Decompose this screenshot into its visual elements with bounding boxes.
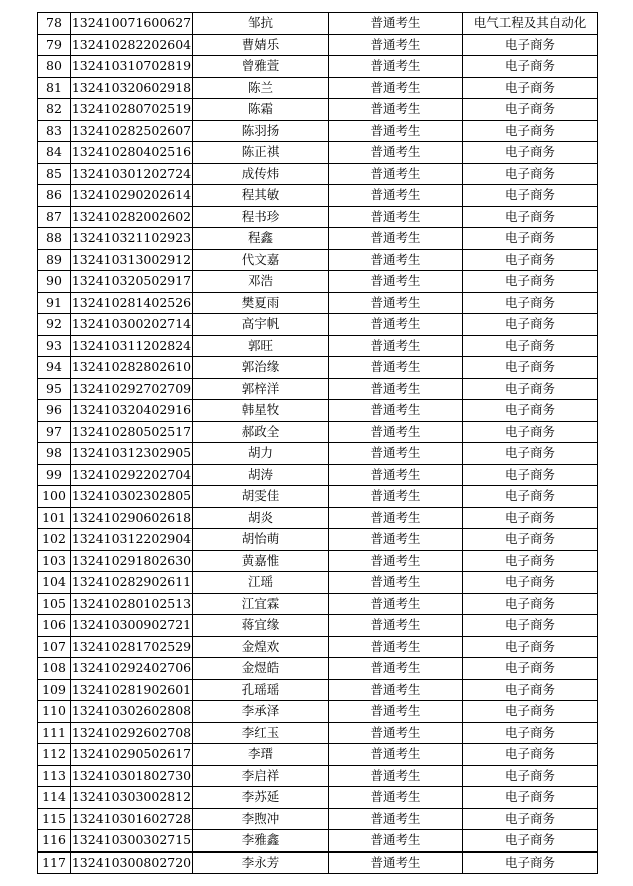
candidate-id-cell: 132410282502607 [71, 120, 193, 142]
major-cell: 电子商务 [463, 99, 598, 121]
table-row [38, 744, 598, 766]
candidate-id-cell: 132410292702709 [71, 378, 193, 400]
candidate-id-cell: 132410301202724 [71, 163, 193, 185]
major-cell: 电子商务 [463, 357, 598, 379]
major-cell: 电子商务 [463, 185, 598, 207]
candidate-type-cell: 普通考生 [329, 679, 463, 701]
major-cell: 电子商务 [463, 658, 598, 680]
candidate-name-cell: 程鑫 [193, 228, 329, 250]
row-number-cell: 101 [38, 507, 71, 529]
major-cell: 电子商务 [463, 486, 598, 508]
row-number-cell: 111 [38, 722, 71, 744]
row-number-cell: 92 [38, 314, 71, 336]
table-row [38, 228, 598, 250]
candidate-type-cell: 普通考生 [329, 228, 463, 250]
row-number-cell: 91 [38, 292, 71, 314]
candidate-name-cell: 李雅鑫 [193, 830, 329, 852]
candidate-type-cell: 普通考生 [329, 443, 463, 465]
major-cell: 电子商务 [463, 292, 598, 314]
candidate-type-cell: 普通考生 [329, 56, 463, 78]
candidate-id-cell: 132410282202604 [71, 34, 193, 56]
candidate-name-cell: 陈正祺 [193, 142, 329, 164]
table-row [38, 120, 598, 142]
candidate-name-cell: 高宇帆 [193, 314, 329, 336]
candidate-id-cell: 132410290202614 [71, 185, 193, 207]
major-cell: 电子商务 [463, 765, 598, 787]
candidate-id-cell: 132410281902601 [71, 679, 193, 701]
candidate-table-body [38, 13, 598, 874]
table-row [38, 722, 598, 744]
candidate-name-cell: 江瑶 [193, 572, 329, 594]
table-row [38, 13, 598, 35]
candidate-type-cell: 普通考生 [329, 378, 463, 400]
candidate-type-cell: 普通考生 [329, 185, 463, 207]
major-cell: 电子商务 [463, 593, 598, 615]
row-number-cell: 117 [38, 852, 71, 874]
candidate-name-cell: 陈霜 [193, 99, 329, 121]
row-number-cell: 113 [38, 765, 71, 787]
major-cell: 电子商务 [463, 249, 598, 271]
candidate-type-cell: 普通考生 [329, 572, 463, 594]
table-row [38, 99, 598, 121]
row-number-cell: 98 [38, 443, 71, 465]
row-number-cell: 79 [38, 34, 71, 56]
table-row [38, 400, 598, 422]
candidate-id-cell: 132410282002602 [71, 206, 193, 228]
row-number-cell: 89 [38, 249, 71, 271]
major-cell: 电子商务 [463, 744, 598, 766]
candidate-name-cell: 李煦冲 [193, 808, 329, 830]
candidate-name-cell: 金煜皓 [193, 658, 329, 680]
candidate-name-cell: 曹婧乐 [193, 34, 329, 56]
major-cell: 电子商务 [463, 701, 598, 723]
candidate-id-cell: 132410313002912 [71, 249, 193, 271]
candidate-name-cell: 李苏延 [193, 787, 329, 809]
candidate-id-cell: 132410312302905 [71, 443, 193, 465]
row-number-cell: 90 [38, 271, 71, 293]
candidate-id-cell: 132410291802630 [71, 550, 193, 572]
table-row [38, 77, 598, 99]
table-row [38, 464, 598, 486]
candidate-type-cell: 普通考生 [329, 292, 463, 314]
table-row [38, 378, 598, 400]
row-number-cell: 83 [38, 120, 71, 142]
candidate-type-cell: 普通考生 [329, 421, 463, 443]
row-number-cell: 108 [38, 658, 71, 680]
candidate-table [37, 12, 598, 874]
major-cell: 电子商务 [463, 808, 598, 830]
candidate-name-cell: 胡涛 [193, 464, 329, 486]
major-cell: 电子商务 [463, 529, 598, 551]
candidate-name-cell: 陈兰 [193, 77, 329, 99]
candidate-type-cell: 普通考生 [329, 163, 463, 185]
table-row [38, 249, 598, 271]
row-number-cell: 115 [38, 808, 71, 830]
candidate-type-cell: 普通考生 [329, 271, 463, 293]
row-number-cell: 88 [38, 228, 71, 250]
candidate-name-cell: 樊夏雨 [193, 292, 329, 314]
candidate-name-cell: 郭旺 [193, 335, 329, 357]
candidate-name-cell: 郭治缘 [193, 357, 329, 379]
candidate-type-cell: 普通考生 [329, 744, 463, 766]
candidate-id-cell: 132410301802730 [71, 765, 193, 787]
candidate-id-cell: 132410280402516 [71, 142, 193, 164]
candidate-type-cell: 普通考生 [329, 206, 463, 228]
candidate-name-cell: 李永芳 [193, 852, 329, 874]
candidate-id-cell: 132410292202704 [71, 464, 193, 486]
table-row [38, 529, 598, 551]
candidate-id-cell: 132410321102923 [71, 228, 193, 250]
candidate-name-cell: 郭梓洋 [193, 378, 329, 400]
candidate-id-cell: 132410282902611 [71, 572, 193, 594]
table-row [38, 314, 598, 336]
major-cell: 电子商务 [463, 464, 598, 486]
table-row [38, 34, 598, 56]
candidate-name-cell: 程其敏 [193, 185, 329, 207]
candidate-name-cell: 邓浩 [193, 271, 329, 293]
candidate-type-cell: 普通考生 [329, 34, 463, 56]
table-row [38, 550, 598, 572]
row-number-cell: 84 [38, 142, 71, 164]
candidate-type-cell: 普通考生 [329, 335, 463, 357]
candidate-id-cell: 132410280102513 [71, 593, 193, 615]
row-number-cell: 105 [38, 593, 71, 615]
row-number-cell: 94 [38, 357, 71, 379]
major-cell: 电子商务 [463, 335, 598, 357]
table-row [38, 830, 598, 852]
row-number-cell: 100 [38, 486, 71, 508]
major-cell: 电子商务 [463, 314, 598, 336]
candidate-type-cell: 普通考生 [329, 615, 463, 637]
candidate-type-cell: 普通考生 [329, 787, 463, 809]
candidate-name-cell: 胡炎 [193, 507, 329, 529]
major-cell: 电子商务 [463, 400, 598, 422]
table-row [38, 658, 598, 680]
major-cell: 电子商务 [463, 56, 598, 78]
candidate-name-cell: 李红玉 [193, 722, 329, 744]
candidate-id-cell: 132410302602808 [71, 701, 193, 723]
row-number-cell: 116 [38, 830, 71, 852]
row-number-cell: 95 [38, 378, 71, 400]
major-cell: 电子商务 [463, 787, 598, 809]
row-number-cell: 106 [38, 615, 71, 637]
row-number-cell: 81 [38, 77, 71, 99]
row-number-cell: 93 [38, 335, 71, 357]
candidate-id-cell: 132410312202904 [71, 529, 193, 551]
table-row [38, 507, 598, 529]
major-cell: 电子商务 [463, 271, 598, 293]
candidate-type-cell: 普通考生 [329, 357, 463, 379]
row-number-cell: 78 [38, 13, 71, 35]
candidate-id-cell: 132410300302715 [71, 830, 193, 852]
major-cell: 电子商务 [463, 206, 598, 228]
candidate-name-cell: 韩星牧 [193, 400, 329, 422]
major-cell: 电气工程及其自动化 [463, 13, 598, 35]
major-cell: 电子商务 [463, 77, 598, 99]
row-number-cell: 80 [38, 56, 71, 78]
candidate-id-cell: 132410300802720 [71, 852, 193, 874]
major-cell: 电子商务 [463, 722, 598, 744]
candidate-name-cell: 金煌欢 [193, 636, 329, 658]
row-number-cell: 104 [38, 572, 71, 594]
candidate-name-cell: 李启祥 [193, 765, 329, 787]
candidate-id-cell: 132410310702819 [71, 56, 193, 78]
row-number-cell: 103 [38, 550, 71, 572]
candidate-id-cell: 132410320602918 [71, 77, 193, 99]
candidate-name-cell: 黄嘉惟 [193, 550, 329, 572]
major-cell: 电子商务 [463, 120, 598, 142]
major-cell: 电子商务 [463, 550, 598, 572]
major-cell: 电子商务 [463, 572, 598, 594]
candidate-type-cell: 普通考生 [329, 507, 463, 529]
major-cell: 电子商务 [463, 679, 598, 701]
candidate-id-cell: 132410292602708 [71, 722, 193, 744]
candidate-id-cell: 132410290502617 [71, 744, 193, 766]
candidate-type-cell: 普通考生 [329, 701, 463, 723]
table-row [38, 185, 598, 207]
candidate-name-cell: 成传炜 [193, 163, 329, 185]
major-cell: 电子商务 [463, 421, 598, 443]
candidate-name-cell: 蒋宜缘 [193, 615, 329, 637]
candidate-type-cell: 普通考生 [329, 99, 463, 121]
candidate-id-cell: 132410320502917 [71, 271, 193, 293]
candidate-id-cell: 132410280502517 [71, 421, 193, 443]
candidate-name-cell: 曾雅萱 [193, 56, 329, 78]
candidate-type-cell: 普通考生 [329, 249, 463, 271]
row-number-cell: 112 [38, 744, 71, 766]
candidate-type-cell: 普通考生 [329, 593, 463, 615]
table-row [38, 765, 598, 787]
major-cell: 电子商务 [463, 228, 598, 250]
row-number-cell: 82 [38, 99, 71, 121]
candidate-name-cell: 郝政全 [193, 421, 329, 443]
candidate-type-cell: 普通考生 [329, 765, 463, 787]
candidate-id-cell: 132410280702519 [71, 99, 193, 121]
table-row [38, 636, 598, 658]
candidate-type-cell: 普通考生 [329, 464, 463, 486]
major-cell: 电子商务 [463, 830, 598, 852]
row-number-cell: 109 [38, 679, 71, 701]
table-row [38, 679, 598, 701]
candidate-name-cell: 李瑨 [193, 744, 329, 766]
candidate-type-cell: 普通考生 [329, 529, 463, 551]
candidate-id-cell: 132410301602728 [71, 808, 193, 830]
row-number-cell: 96 [38, 400, 71, 422]
candidate-type-cell: 普通考生 [329, 142, 463, 164]
table-row [38, 292, 598, 314]
major-cell: 电子商务 [463, 636, 598, 658]
major-cell: 电子商务 [463, 852, 598, 874]
candidate-name-cell: 胡雯佳 [193, 486, 329, 508]
table-row [38, 357, 598, 379]
candidate-type-cell: 普通考生 [329, 636, 463, 658]
candidate-id-cell: 132410281402526 [71, 292, 193, 314]
row-number-cell: 99 [38, 464, 71, 486]
table-row [38, 421, 598, 443]
candidate-name-cell: 江宜霖 [193, 593, 329, 615]
table-row [38, 443, 598, 465]
candidate-id-cell: 132410282802610 [71, 357, 193, 379]
table-row [38, 787, 598, 809]
major-cell: 电子商务 [463, 378, 598, 400]
candidate-id-cell: 132410292402706 [71, 658, 193, 680]
candidate-name-cell: 孔瑶瑶 [193, 679, 329, 701]
table-row [38, 486, 598, 508]
table-row [38, 335, 598, 357]
table-row [38, 852, 598, 874]
table-row [38, 572, 598, 594]
candidate-type-cell: 普通考生 [329, 852, 463, 874]
candidate-name-cell: 代文嘉 [193, 249, 329, 271]
candidate-name-cell: 陈羽扬 [193, 120, 329, 142]
candidate-type-cell: 普通考生 [329, 486, 463, 508]
candidate-id-cell: 132410303002812 [71, 787, 193, 809]
row-number-cell: 107 [38, 636, 71, 658]
row-number-cell: 86 [38, 185, 71, 207]
candidate-id-cell: 132410320402916 [71, 400, 193, 422]
table-row [38, 163, 598, 185]
table-row [38, 808, 598, 830]
table-row [38, 206, 598, 228]
candidate-id-cell: 132410071600627 [71, 13, 193, 35]
candidate-id-cell: 132410302302805 [71, 486, 193, 508]
table-row [38, 615, 598, 637]
candidate-name-cell: 胡力 [193, 443, 329, 465]
row-number-cell: 102 [38, 529, 71, 551]
candidate-name-cell: 邹抗 [193, 13, 329, 35]
candidate-type-cell: 普通考生 [329, 400, 463, 422]
candidate-type-cell: 普通考生 [329, 830, 463, 852]
candidate-type-cell: 普通考生 [329, 13, 463, 35]
table-row [38, 271, 598, 293]
table-row [38, 593, 598, 615]
table-row [38, 56, 598, 78]
candidate-type-cell: 普通考生 [329, 314, 463, 336]
major-cell: 电子商务 [463, 34, 598, 56]
candidate-id-cell: 132410290602618 [71, 507, 193, 529]
candidate-name-cell: 李承泽 [193, 701, 329, 723]
candidate-id-cell: 132410300202714 [71, 314, 193, 336]
major-cell: 电子商务 [463, 615, 598, 637]
row-number-cell: 114 [38, 787, 71, 809]
candidate-name-cell: 程书珍 [193, 206, 329, 228]
candidate-id-cell: 132410300902721 [71, 615, 193, 637]
major-cell: 电子商务 [463, 142, 598, 164]
major-cell: 电子商务 [463, 507, 598, 529]
candidate-type-cell: 普通考生 [329, 77, 463, 99]
table-row [38, 701, 598, 723]
candidate-type-cell: 普通考生 [329, 550, 463, 572]
major-cell: 电子商务 [463, 443, 598, 465]
row-number-cell: 110 [38, 701, 71, 723]
candidate-type-cell: 普通考生 [329, 722, 463, 744]
row-number-cell: 85 [38, 163, 71, 185]
table-row [38, 142, 598, 164]
candidate-id-cell: 132410311202824 [71, 335, 193, 357]
candidate-name-cell: 胡怡萌 [193, 529, 329, 551]
candidate-type-cell: 普通考生 [329, 658, 463, 680]
row-number-cell: 87 [38, 206, 71, 228]
row-number-cell: 97 [38, 421, 71, 443]
candidate-type-cell: 普通考生 [329, 808, 463, 830]
major-cell: 电子商务 [463, 163, 598, 185]
candidate-id-cell: 132410281702529 [71, 636, 193, 658]
candidate-type-cell: 普通考生 [329, 120, 463, 142]
